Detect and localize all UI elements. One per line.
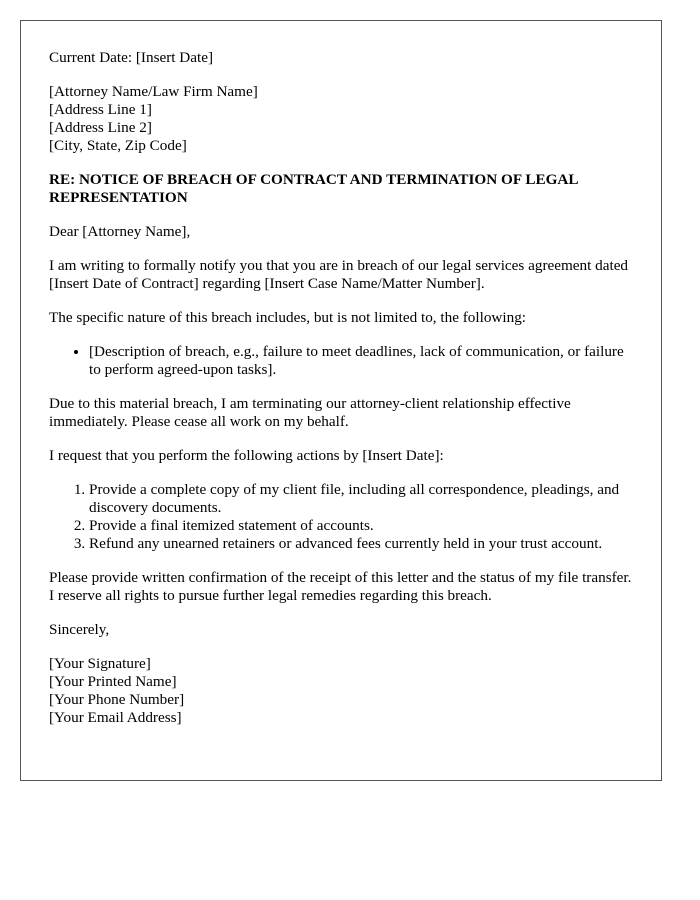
actions-intro-paragraph: I request that you perform the following actions by [Insert Date]: <box>49 447 444 464</box>
recipient-address-line-1: [Address Line 1] <box>49 101 152 118</box>
signature: [Your Signature] <box>49 655 151 672</box>
confirmation-paragraph: Please provide written confirmation of the receipt of this letter and the status of my file transfer. I reserve all rights to pursue further legal remedies regarding this breach. <box>49 569 632 604</box>
signature-block <box>49 655 633 727</box>
actions-list-item: 3. Refund any unearned retainers or advanced fees currently held in your trust account. <box>89 535 633 553</box>
recipient-name: [Attorney Name/Law Firm Name] <box>49 83 258 100</box>
phone-number: [Your Phone Number] <box>49 691 185 708</box>
letter-page <box>20 20 662 781</box>
breach-list-item: • [Description of breach, e.g., failure to meet deadlines, lack of communication, or failure to perform agreed-upon tasks]. <box>89 343 633 379</box>
actions-list-item: 1. Provide a complete copy of my client file, including all correspondence, pleadings, and discovery documents. <box>89 481 633 517</box>
termination-paragraph: Due to this material breach, I am terminating our attorney-client relationship effective immediately. Please cease all work on my behalf. <box>49 395 571 430</box>
closing: Sincerely, <box>49 621 110 638</box>
recipient-address-line-2: [Address Line 2] <box>49 119 152 136</box>
breach-intro-paragraph: The specific nature of this breach includes, but is not limited to, the following: <box>49 309 527 326</box>
actions-list-item: 2. Provide a final itemized statement of accounts. <box>89 517 633 535</box>
recipient-city-state-zip: [City, State, Zip Code] <box>49 137 187 154</box>
email-address: [Your Email Address] <box>49 709 182 726</box>
current-date: Current Date: [Insert Date] <box>49 49 214 66</box>
printed-name: [Your Printed Name] <box>49 673 177 690</box>
salutation: Dear [Attorney Name], <box>49 223 191 240</box>
breach-list <box>49 343 633 379</box>
recipient-address-block <box>49 83 633 155</box>
actions-list <box>49 481 633 553</box>
breach-notice-paragraph: I am writing to formally notify you that you are in breach of our legal services agreement dated [Insert Date of Contract] regarding [Insert Case Name/Matter Number]. <box>49 257 629 292</box>
subject-line: RE: NOTICE OF BREACH OF CONTRACT AND TERMINATION OF LEGAL REPRESENTATION <box>49 171 578 206</box>
